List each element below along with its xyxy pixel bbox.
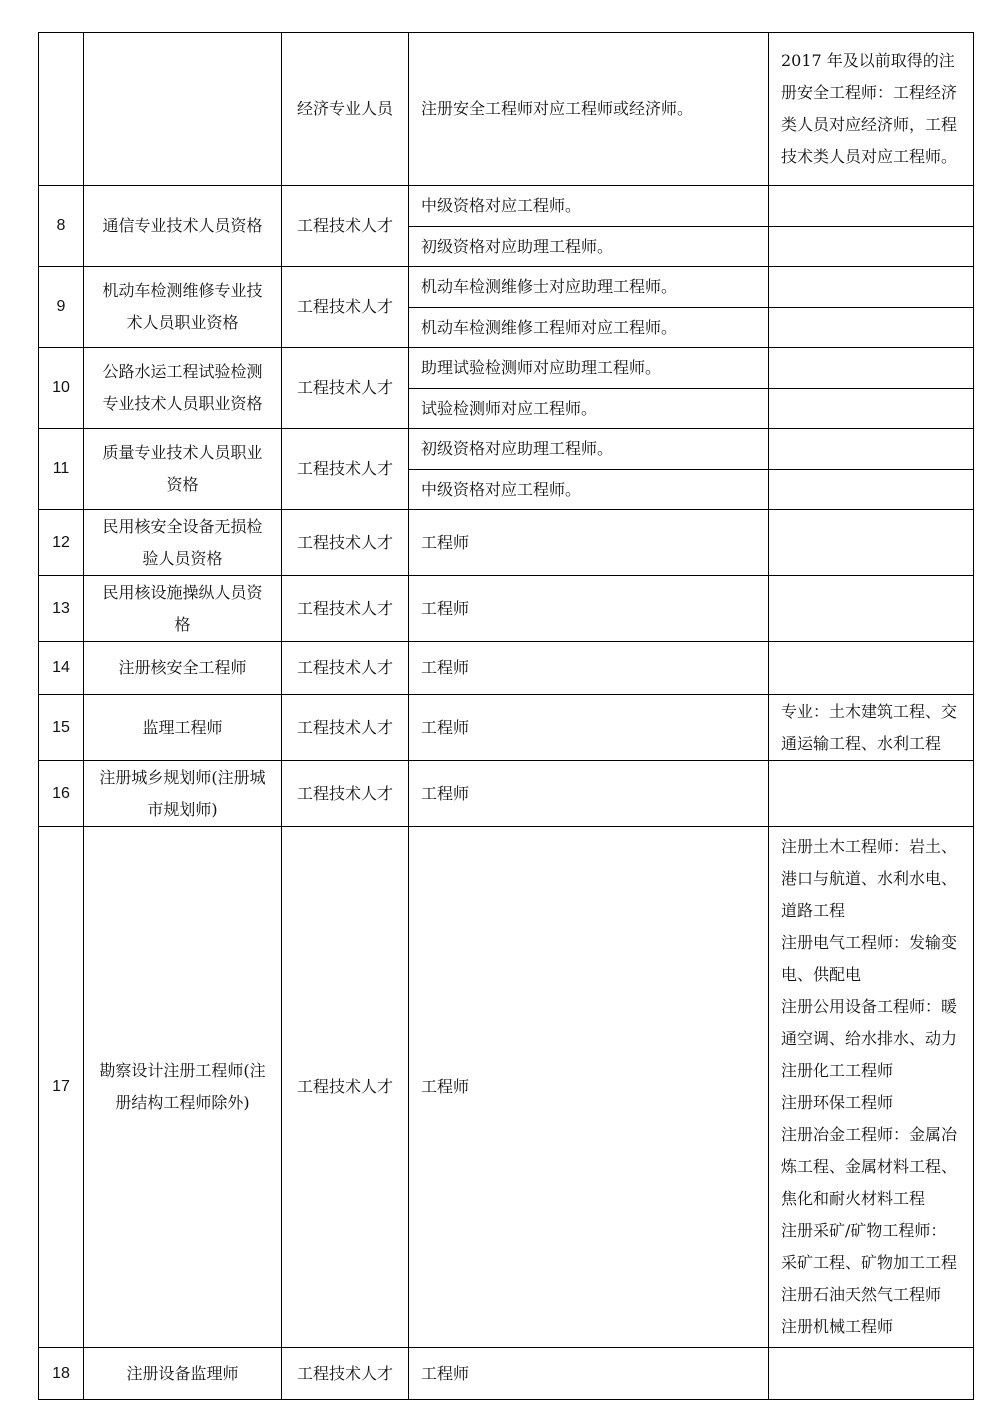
remark-line: 注册机械工程师 <box>781 1317 894 1336</box>
remark-line: 技术类人员对应工程师。 <box>781 147 958 166</box>
talent-category-cell: 工程技术人才 <box>282 348 409 429</box>
title-standard-cell: 初级资格对应助理工程师。 <box>409 227 769 267</box>
row-number-cell: 15 <box>39 695 84 761</box>
remark-line: 焦化和耐火材料工程 <box>781 1189 926 1208</box>
remark-cell <box>769 1348 974 1400</box>
title-standard-cell: 机动车检测维修工程师对应工程师。 <box>409 308 769 348</box>
remark-line: 电、供配电 <box>781 965 862 984</box>
remark-line: 注册冶金工程师：金属冶 <box>781 1125 958 1144</box>
row-number-cell <box>39 33 84 186</box>
remark-cell <box>769 827 974 1348</box>
remark-line: 注册环保工程师 <box>781 1093 894 1112</box>
talent-category-cell: 工程技术人才 <box>282 1348 409 1400</box>
remark-cell <box>769 267 974 308</box>
remark-line: 注册石油天然气工程师 <box>781 1285 942 1304</box>
title-standard-cell: 试验检测师对应工程师。 <box>409 389 769 429</box>
title-standard-cell: 工程师 <box>409 642 769 695</box>
talent-category-cell: 经济专业人员 <box>282 33 409 186</box>
remark-line: 2017 年及以前取得的注 <box>781 51 955 70</box>
qualification-name-cell: 注册设备监理师 <box>84 1348 282 1400</box>
qualification-name-cell: 通信专业技术人员资格 <box>84 186 282 267</box>
remark-line: 通空调、给水排水、动力 <box>781 1029 958 1048</box>
remark-line: 通运输工程、水利工程 <box>781 733 942 753</box>
qualification-name-cell: 公路水运工程试验检测专业技术人员职业资格 <box>84 348 282 429</box>
title-standard-cell: 工程师 <box>409 695 769 761</box>
row-number-cell: 9 <box>39 267 84 348</box>
remark-line: 类人员对应经济师，工程 <box>781 115 958 134</box>
title-standard-cell: 注册安全工程师对应工程师或经济师。 <box>409 33 769 186</box>
remark-cell <box>769 186 974 227</box>
remark-cell <box>769 642 974 695</box>
row-number-cell: 12 <box>39 510 84 576</box>
title-standard-cell: 工程师 <box>409 576 769 642</box>
qualification-name-cell <box>84 33 282 186</box>
qualification-name-cell: 民用核设施操纵人员资格 <box>84 576 282 642</box>
talent-category-cell: 工程技术人才 <box>282 267 409 348</box>
remark-cell <box>769 308 974 348</box>
title-standard-cell: 中级资格对应工程师。 <box>409 470 769 510</box>
table-row <box>39 576 974 642</box>
title-standard-cell: 初级资格对应助理工程师。 <box>409 429 769 470</box>
row-number-cell: 13 <box>39 576 84 642</box>
remark-line: 炼工程、金属材料工程、 <box>781 1157 958 1176</box>
talent-category-cell: 工程技术人才 <box>282 827 409 1348</box>
remark-line: 册安全工程师：工程经济 <box>781 83 958 102</box>
title-standard-cell: 工程师 <box>409 827 769 1348</box>
qualification-name-cell: 民用核安全设备无损检验人员资格 <box>84 510 282 576</box>
talent-category-cell: 工程技术人才 <box>282 186 409 267</box>
remark-cell <box>769 470 974 510</box>
row-number-cell: 18 <box>39 1348 84 1400</box>
remark-cell <box>769 429 974 470</box>
row-number-cell: 8 <box>39 186 84 267</box>
remark-cell <box>769 576 974 642</box>
talent-category-cell: 工程技术人才 <box>282 642 409 695</box>
row-number-cell: 14 <box>39 642 84 695</box>
qualification-name-cell: 机动车检测维修专业技术人员职业资格 <box>84 267 282 348</box>
remark-cell <box>769 33 974 186</box>
table-row <box>39 267 974 308</box>
talent-category-cell: 工程技术人才 <box>282 695 409 761</box>
title-standard-cell: 中级资格对应工程师。 <box>409 186 769 227</box>
row-number-cell: 17 <box>39 827 84 1348</box>
remark-line: 注册土木工程师：岩土、 <box>781 837 958 856</box>
remark-line: 港口与航道、水利水电、 <box>781 869 958 888</box>
remark-line: 道路工程 <box>781 901 846 920</box>
row-number-cell: 11 <box>39 429 84 510</box>
table-row <box>39 695 974 761</box>
table-row <box>39 429 974 470</box>
title-standard-cell: 机动车检测维修士对应助理工程师。 <box>409 267 769 308</box>
qualification-table <box>38 32 974 1400</box>
title-standard-cell: 工程师 <box>409 761 769 827</box>
remark-cell <box>769 227 974 267</box>
remark-cell <box>769 348 974 389</box>
remark-line: 采矿工程、矿物加工工程 <box>781 1253 958 1272</box>
title-standard-cell: 助理试验检测师对应助理工程师。 <box>409 348 769 389</box>
remark-line: 注册公用设备工程师：暖 <box>781 997 958 1016</box>
remark-line: 注册化工工程师 <box>781 1061 894 1080</box>
qualification-name-cell: 注册核安全工程师 <box>84 642 282 695</box>
title-standard-cell: 工程师 <box>409 1348 769 1400</box>
row-number-cell: 16 <box>39 761 84 827</box>
remark-cell <box>769 389 974 429</box>
remark-line: 注册电气工程师：发输变 <box>781 933 958 952</box>
table-row <box>39 33 974 186</box>
qualification-name-cell: 勘察设计注册工程师(注册结构工程师除外) <box>84 827 282 1348</box>
table-row <box>39 1348 974 1400</box>
table-row <box>39 827 974 1348</box>
talent-category-cell: 工程技术人才 <box>282 761 409 827</box>
table-row <box>39 186 974 227</box>
title-standard-cell: 工程师 <box>409 510 769 576</box>
talent-category-cell: 工程技术人才 <box>282 576 409 642</box>
qualification-name-cell: 监理工程师 <box>84 695 282 761</box>
table-row <box>39 642 974 695</box>
talent-category-cell: 工程技术人才 <box>282 510 409 576</box>
table-row <box>39 510 974 576</box>
talent-category-cell: 工程技术人才 <box>282 429 409 510</box>
remark-line: 专业：土木建筑工程、交 <box>781 701 958 721</box>
qualification-name-cell: 质量专业技术人员职业资格 <box>84 429 282 510</box>
table-row <box>39 348 974 389</box>
table-row <box>39 761 974 827</box>
qualification-name-cell: 注册城乡规划师(注册城市规划师) <box>84 761 282 827</box>
remark-cell <box>769 695 974 761</box>
row-number-cell: 10 <box>39 348 84 429</box>
remark-cell <box>769 510 974 576</box>
remark-line: 注册采矿/矿物工程师： <box>781 1221 947 1240</box>
remark-cell <box>769 761 974 827</box>
